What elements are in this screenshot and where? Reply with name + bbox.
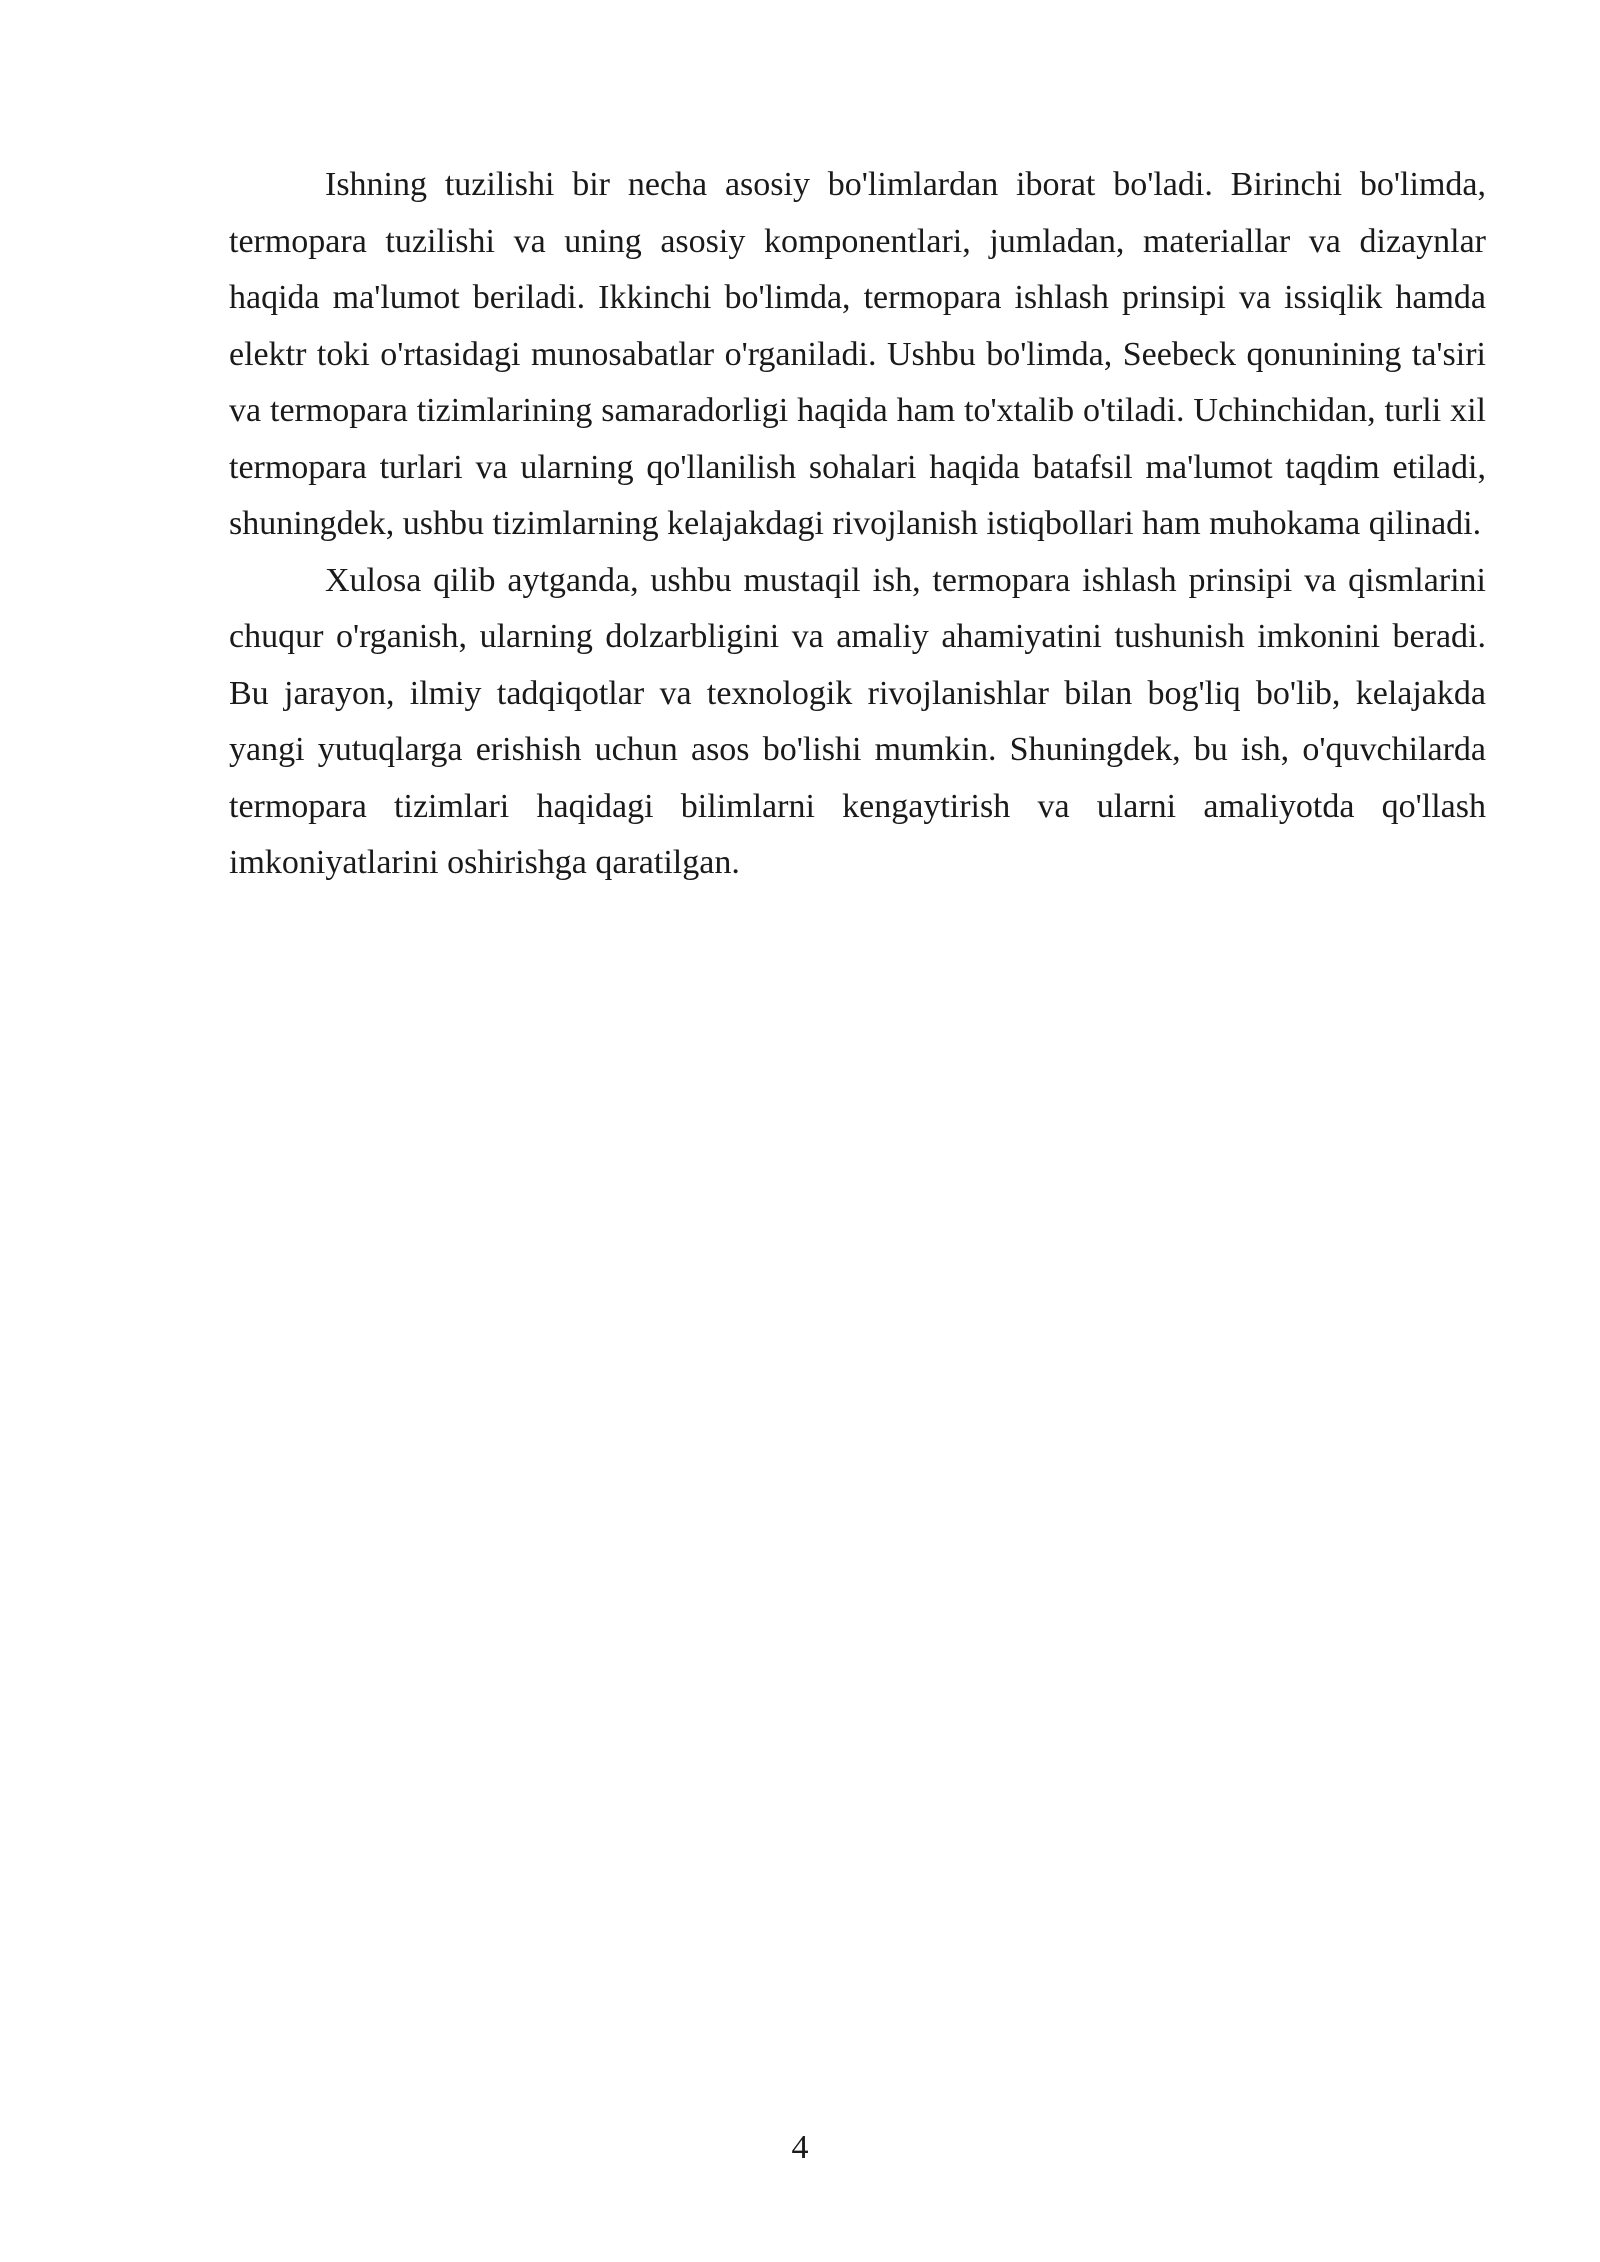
paragraph-conclusion: Xulosa qilib aytganda, ushbu mustaqil ish, termopara ishlash prinsipi va qismlarini chuqur o'rganish, ularning dolzarbligini va amaliy ahamiyatini tushunish imkonini beradi. Bu jarayon, ilmiy tadqiqotlar va texnologik rivojlanishlar bilan bog'liq bo'lib, kelajakda yangi yutuqlarga erishish uchun asos bo'lishi mumkin. Shuningdek, bu ish, o'quvchilarda termopara tizimlari haqidagi bilimlarni kengaytirish va ularni amaliyotda qo'llash imkoniyatlarini oshirishga qaratilgan. — [229, 561, 1486, 881]
body-text — [229, 157, 1486, 892]
paragraph-structure: Ishning tuzilishi bir necha asosiy bo'limlardan iborat bo'ladi. Birinchi bo'limda, termopara tuzilishi va uning asosiy komponentlari, jumladan, materiallar va dizaynlar haqida ma'lumot beriladi. Ikkinchi bo'limda, termopara ishlash prinsipi va issiqlik hamda elektr toki o'rtasidagi munosabatlar o'rganiladi. Ushbu bo'limda, Seebeck qonunining ta'siri va termopara tizimlarining samaradorligi haqida ham to'xtalib o'tiladi. Uchinchidan, turli xil termopara turlari va ularning qo'llanilish sohalari haqida batafsil ma'lumot taqdim etiladi, shuningdek, ushbu tizimlarning kelajakdagi rivojlanish istiqbollari ham muhokama qilinadi. — [229, 166, 1486, 542]
page-number: 4 — [791, 2129, 809, 2166]
